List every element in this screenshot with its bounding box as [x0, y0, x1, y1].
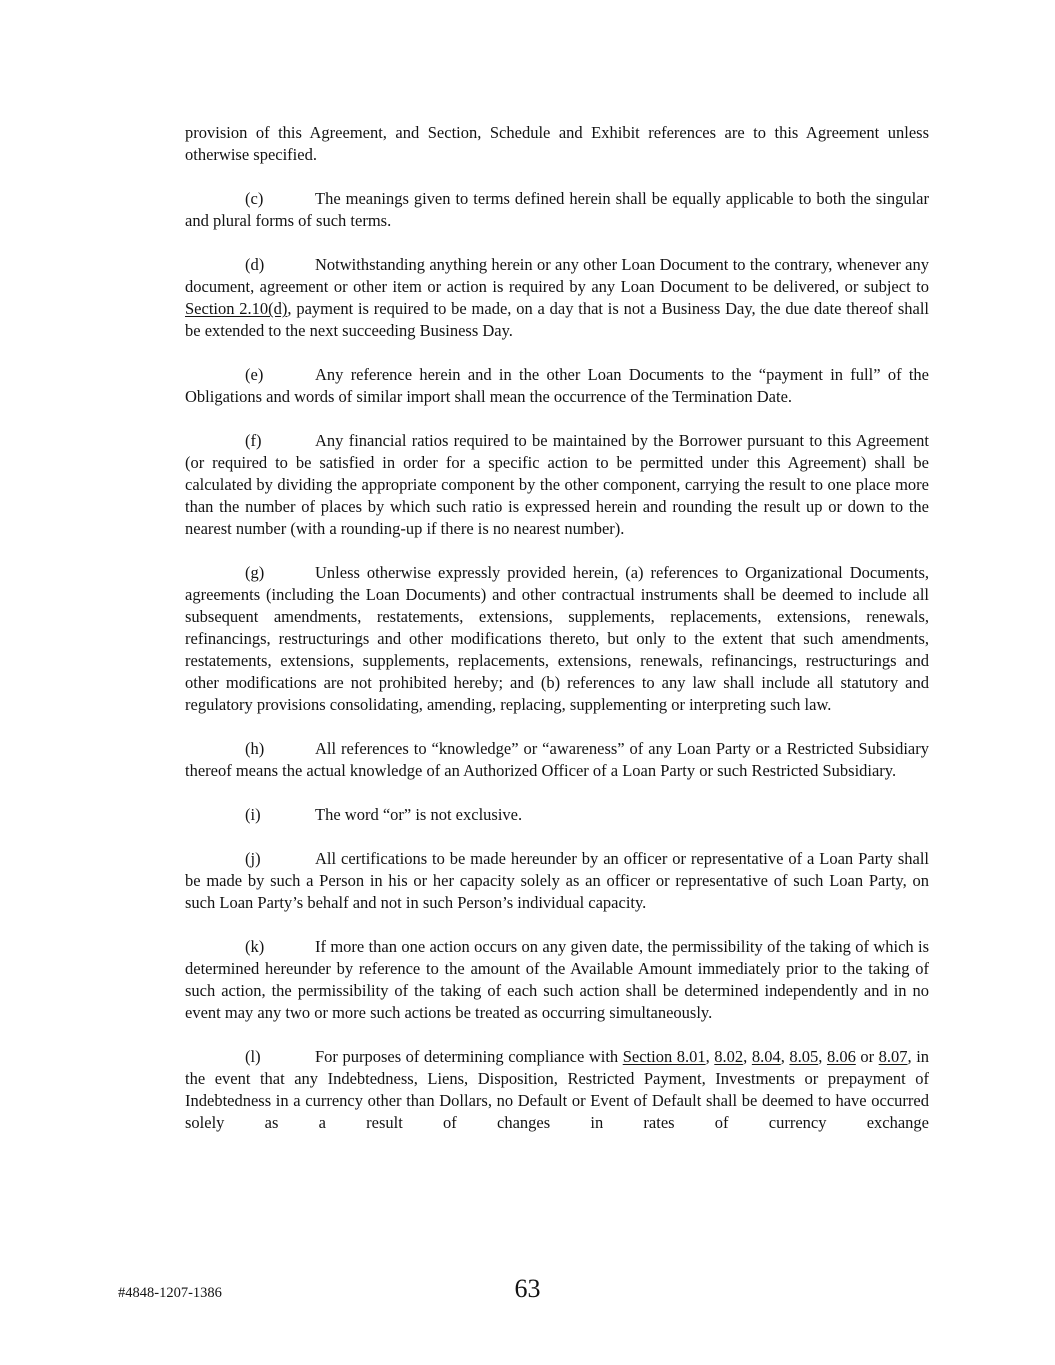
- footer-document-id: #4848-1207-1386: [118, 1285, 222, 1301]
- section-reference: 8.06: [826, 1047, 856, 1066]
- paragraph-text: , in the event that any Indebtedness, Liens, Disposition, Restricted Payment, Investments or prepayment of Indebtedness in a currency other than Dollars, no Default or Event of Default shall be deemed to have occurred solely as a result of changes in rates of currency exchange: [185, 1047, 930, 1132]
- footer-page-number: 63: [514, 1274, 541, 1303]
- paragraph-i: [185, 804, 929, 826]
- paragraph-text: Any reference herein and in the other Loan Documents to the “payment in full” of the Obligations and words of similar import shall mean the occurrence of the Termination Date.: [185, 365, 929, 406]
- paragraph-text: , payment is required to be made, on a day that is not a Business Day, the due date thereof shall be extended to the next succeeding Business Day.: [185, 299, 929, 340]
- paragraph-label: (h): [245, 739, 265, 758]
- paragraph-e: [185, 364, 929, 408]
- paragraph-text: Notwithstanding anything herein or any other Loan Document to the contrary, whenever any document, agreement or other item or action is required by any Loan Document to be delivered, or subject to: [185, 255, 929, 296]
- paragraph-text: provision of this Agreement, and Section, Schedule and Exhibit references are to this Agreement unless otherwise specified.: [185, 123, 929, 164]
- paragraph-continuation: [185, 122, 929, 166]
- section-reference: Section 2.10(d): [185, 299, 288, 318]
- section-reference: Section 8.01: [622, 1047, 706, 1066]
- paragraph-label: (i): [245, 805, 261, 824]
- paragraph-g: [185, 562, 929, 716]
- paragraph-text: The word “or” is not exclusive.: [315, 805, 523, 824]
- paragraph-label: (j): [245, 849, 261, 868]
- paragraph-k: [185, 936, 929, 1024]
- paragraph-d: [185, 254, 929, 342]
- paragraph-label: (k): [245, 937, 265, 956]
- paragraph-label: (e): [245, 365, 264, 384]
- paragraph-text: ,: [705, 1047, 715, 1066]
- paragraph-text: ,: [743, 1047, 752, 1066]
- paragraph-text: All references to “knowledge” or “awareness” of any Loan Party or a Restricted Subsidiary thereof means the actual knowledge of an Authorized Officer of a Loan Party or such Restricted Subsidiary.: [185, 739, 929, 780]
- section-reference: 8.04: [751, 1047, 781, 1066]
- paragraph-text: The meanings given to terms defined herein shall be equally applicable to both the singular and plural forms of such terms.: [185, 189, 929, 230]
- paragraph-text: ,: [818, 1047, 827, 1066]
- paragraph-label: (g): [245, 563, 265, 582]
- section-reference: 8.05: [789, 1047, 819, 1066]
- paragraph-h: [185, 738, 929, 782]
- paragraph-text: Any financial ratios required to be maintained by the Borrower pursuant to this Agreement (or required to be satisfied in order for a specific action to be permitted under this Agreement) shall be calculated by dividing the appropriate component by the other component, carrying the result to one place more than the number of places by which such ratio is expressed herein and rounding the result up or down to the nearest number (with a rounding-up if there is no nearest number).: [185, 431, 929, 538]
- document-body: [185, 122, 929, 1156]
- paragraph-label: (f): [245, 431, 262, 450]
- paragraph-text: If more than one action occurs on any given date, the permissibility of the taking of which is determined hereunder by reference to the amount of the Available Amount immediately prior to the taking of such action, the permissibility of the taking of each such action shall be determined independently and in no event may any two or more such actions be treated as occurring simultaneously.: [185, 937, 929, 1022]
- paragraph-f: [185, 430, 929, 540]
- paragraph-text: All certifications to be made hereunder by an officer or representative of a Loan Party shall be made by such a Person in his or her capacity solely as an officer or representative of such Loan Party, on such Loan Party’s behalf and not in such Person’s individual capacity.: [185, 849, 929, 912]
- paragraph-label: (c): [245, 189, 264, 208]
- paragraph-j: [185, 848, 929, 914]
- paragraph-text: For purposes of determining compliance with: [315, 1047, 623, 1066]
- section-reference: 8.07: [878, 1047, 908, 1066]
- paragraph-label: (l): [245, 1047, 261, 1066]
- paragraph-text: ,: [780, 1047, 790, 1066]
- paragraph-c: [185, 188, 929, 232]
- paragraph-text: Unless otherwise expressly provided herein, (a) references to Organizational Documents, agreements (including the Loan Documents) and other contractual instruments shall be deemed to include all subsequent amendments, restatements, extensions, supplements, replacements, extensions, renewals, refinancings, restructurings and other modifications thereto, but only to the extent that such amendments, restatements, extensions, supplements, replacements, extensions, renewals, refinancings, restructurings and other modifications are not prohibited hereby; and (b) references to any law shall include all statutory and regulatory provisions consolidating, amending, replacing, supplementing or interpreting such law.: [185, 563, 929, 714]
- paragraph-l: [185, 1046, 929, 1134]
- section-reference: 8.02: [714, 1047, 744, 1066]
- paragraph-text: or: [855, 1047, 879, 1066]
- paragraph-label: (d): [245, 255, 265, 274]
